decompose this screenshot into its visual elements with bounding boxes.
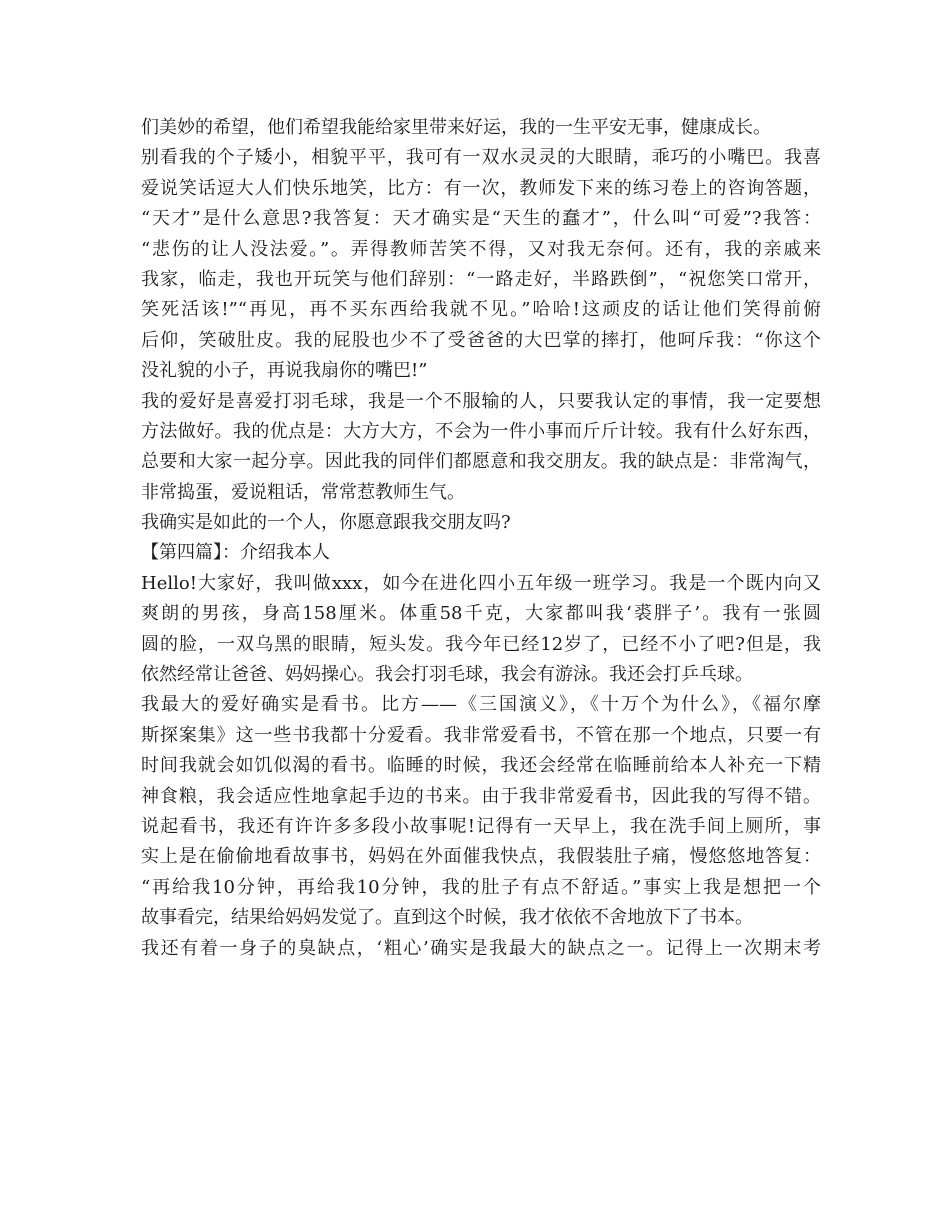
text-line: 依然经常让爸爸、妈妈操心。我会打羽毛球，我会有游泳。我还会打乒乓球。	[141, 664, 753, 686]
document-body	[141, 113, 821, 964]
text-line: 我还有着一身子的臭缺点，‘粗心’确实是我最大的缺点之一。记得上一次期末考	[141, 937, 821, 959]
text-line: 非常捣蛋，爱说粗话，常常惹教师生气。	[141, 481, 465, 503]
text-line: 爽朗的男孩，身高158厘米。体重58千克，大家都叫我‘裘胖子’。我有一张圆	[141, 603, 821, 625]
text-line: “天才”是什么意思?我答复：天才确实是“天生的蠢才”，什么叫“可爱”?我答：	[141, 208, 821, 230]
text-line: 神食粮，我会适应性地拿起手边的书来。由于我非常爱看书，因此我的写得不错。	[141, 785, 821, 807]
text-line: 方法做好。我的优点是：大方大方，不会为一件小事而斤斤计较。我有什么好东西，	[141, 420, 821, 442]
text-line: 爱说笑话逗大人们快乐地笑，比方：有一次，教师发下来的练习卷上的咨询答题，	[141, 177, 821, 199]
text-line: 总要和大家一起分享。因此我的同伴们都愿意和我交朋友。我的缺点是：非常淘气，	[141, 451, 821, 473]
section-heading: 【第四篇】：介绍我本人	[141, 542, 330, 564]
text-line: 别看我的个子矮小，相貌平平，我可有一双水灵灵的大眼睛，乖巧的小嘴巴。我喜	[141, 147, 821, 169]
text-line: 我家，临走，我也开玩笑与他们辞别：“一路走好，半路跌倒”，“祝您笑口常开，	[141, 268, 821, 290]
text-line: 笑死活该!”“再见，再不买东西给我就不见。”哈哈!这顽皮的话让他们笑得前俯	[141, 299, 821, 321]
text-line: 们美妙的希望，他们希望我能给家里带来好运，我的一生平安无事，健康成长。	[141, 117, 771, 138]
text-line: 我的爱好是喜爱打羽毛球，我是一个不服输的人，只要我认定的事情，我一定要想	[141, 390, 821, 412]
text-line: 斯探案集》这一些书我都十分爱看。我非常爱看书，不管在那一个地点，只要一有	[141, 724, 821, 746]
text-line: 后仰，笑破肚皮。我的屁股也少不了受爸爸的大巴掌的摔打，他呵斥我：“你这个	[141, 329, 821, 351]
text-line: “悲伤的让人没法爱。”。弄得教师苦笑不得，又对我无奈何。还有，我的亲戚来	[141, 238, 821, 260]
text-line: 我最大的爱好确实是看书。比方——《三国演义》，《十万个为什么》，《福尔摩	[141, 694, 821, 716]
text-line: Hello!大家好，我叫做xxx，如今在进化四小五年级一班学习。我是一个既内向又	[141, 572, 821, 594]
text-line: 说起看书，我还有许许多多段小故事呢!记得有一天早上，我在洗手间上厕所，事	[141, 815, 821, 837]
text-line: “再给我10分钟，再给我10分钟，我的肚子有点不舒适。”事实上我是想把一个	[141, 876, 821, 898]
text-line: 圆的脸，一双乌黑的眼睛，短头发。我今年已经12岁了，已经不小了吧?但是，我	[141, 633, 821, 655]
text-line: 实上是在偷偷地看故事书，妈妈在外面催我快点，我假装肚子痛，慢悠悠地答复：	[141, 846, 821, 868]
text-line: 我确实是如此的一个人，你愿意跟我交朋友吗?	[141, 512, 511, 534]
text-line: 时间我就会如饥似渴的看书。临睡的时候，我还会经常在临睡前给本人补充一下精	[141, 755, 821, 777]
text-line: 故事看完，结果给妈妈发觉了。直到这个时候，我才依依不舍地放下了书本。	[141, 907, 753, 929]
text-line: 没礼貌的小子，再说我扇你的嘴巴!”	[141, 360, 428, 382]
